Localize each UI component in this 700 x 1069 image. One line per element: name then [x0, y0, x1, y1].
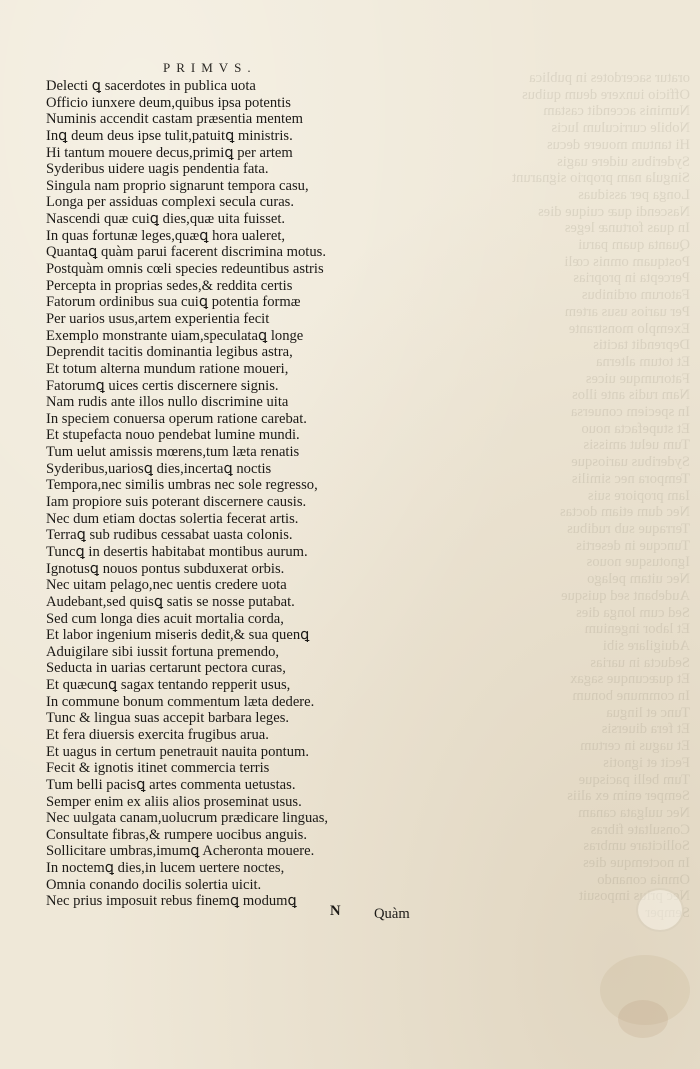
verse-line: Tum belli pacisꝗ artes commenta uetustas. — [46, 776, 296, 793]
verse-line: Semper enim ex aliis alios proseminat usus. — [46, 793, 302, 810]
verse-line: Tum uelut amissis mœrens,tum læta renatis — [46, 444, 300, 461]
verse-line: In speciem conuersa operum ratione carebat. — [46, 410, 307, 427]
verse-line: Singula nam proprio signarunt tempora casu, — [46, 177, 309, 194]
verse-line: Et labor ingenium miseris dedit,& sua quenꝗ — [46, 627, 310, 644]
verse-line: Iam propiore suis poterant discernere causis. — [46, 494, 307, 511]
catchword: Quàm — [374, 906, 410, 922]
verse-line: Deprendit tacitis dominantia legibus astra, — [46, 344, 293, 361]
verse-line: Aduigilare sibi iussit fortuna premendo, — [46, 643, 280, 660]
verse-line: Per uarios usus,artem experientia fecit — [46, 310, 270, 327]
verse-line: Tunc & lingua suas accepit barbara leges. — [46, 710, 290, 727]
verse-line: Terraꝗ sub rudibus cessabat uasta colonis. — [46, 527, 293, 544]
verse-line: Fatorum ordinibus sua cuiꝗ potentia formæ — [46, 294, 301, 311]
signature-mark: N — [330, 903, 341, 919]
verse-text-block — [46, 78, 328, 910]
verse-line: Nec uulgata canam,uolucrum prædicare linguas, — [46, 810, 329, 827]
verse-line: Fatorumꝗ uices certis discernere signis. — [46, 377, 279, 394]
verse-line: Syderibus uidere uagis pendentia fata. — [46, 161, 269, 178]
verse-line: In quas fortunæ leges,quæꝗ hora ualeret, — [46, 227, 286, 244]
paper-stain — [636, 888, 684, 932]
verse-line: Hi tantum mouere decus,primiꝗ per artem — [46, 144, 293, 161]
verse-line: Et fera diuersis exercita frugibus arua. — [46, 726, 269, 743]
verse-line: Nec uitam pelago,nec uentis credere uota — [46, 577, 287, 594]
verse-line: Et quæcunꝗ sagax tentando repperit usus, — [46, 677, 291, 694]
paper-stain — [600, 955, 690, 1025]
verse-line: Consultate fibras,& rumpere uocibus anguis. — [46, 826, 308, 843]
verse-line: Tuncꝗ in desertis habitabat montibus aurum. — [46, 543, 308, 560]
verse-line: Et totum alterna mundum ratione moueri, — [46, 360, 289, 377]
verse-line: Audebant,sed quisꝗ satis se nosse putabat. — [46, 593, 295, 610]
verse-line: Fecit & ignotis itinet commercia terris — [46, 760, 270, 777]
verse-line: Ignotusꝗ nouos pontus subduxerat orbis. — [46, 560, 285, 577]
verse-line: Exemplo monstrante uiam,speculataꝗ longe — [46, 327, 304, 344]
verse-line: Tempora,nec similis umbras nec sole regresso, — [46, 477, 318, 494]
verse-line: Postquàm omnis cœli species redeuntibus astris — [46, 261, 324, 278]
verse-line: In commune bonum commentum læta dedere. — [46, 693, 315, 710]
verse-line: Nam rudis ante illos nullo discrimine uita — [46, 394, 289, 411]
show-through-text: oratur sacerdotes in publica Officio iunxere deum quibus Numinis accendit castam Nobile curriculum lucis Hi tantum mouere decus Syderibus uidere uagis Singula nam proprio signarunt Longa per assiduas Nascendi quæ cuique dies In quas fortunæ leges Quanta quam parui Postquam omnis cœli Percepta in proprias Fatorum ordinibus Per uarios usus artem Exemplo monstrante Deprendit tacitis Et totum alterna Fatorumque uices Nam rudis ante illos In speciem conuersa Et stupefacta nouo Tum uelut amissis Syderibus uariosque Tempora nec similis Iam propiore suis Nec dum etiam doctas Terraque sub rudibus Tuncque in desertis Ignotusque nouos Nec uitam pelago Audebant sed quisque Sed cum longa dies Et labor ingenium Aduigilare sibi Seducta in uarias Et quæcunque sagax In commune bonum Tunc et lingua Et fera diuersis Et uagus in certum Fecit et ignotis Tum belli pacisque Semper enim ex aliis Nec uulgata canam Consultate fibras Sollicitare umbras In noctemque dies Omnia conando Nec prius imposuit Semper — [512, 70, 690, 922]
verse-line: Omnia conando docilis solertia uicit. — [46, 876, 262, 893]
verse-line: Syderibus,uariosꝗ dies,incertaꝗ noctis — [46, 460, 272, 477]
paper-stain — [618, 1000, 668, 1038]
verse-line: Delecti ꝗ sacerdotes in publica uota — [46, 78, 256, 94]
verse-line: Sollicitare umbras,imumꝗ Acheronta mouere. — [46, 843, 315, 860]
verse-line: Inꝗ deum deus ipse tulit,patuitꝗ ministris. — [46, 127, 293, 144]
verse-line: Seducta in uarias certarunt pectora curas, — [46, 660, 286, 677]
verse-line: Nascendi quæ cuiꝗ dies,quæ uita fuisset. — [46, 211, 286, 228]
verse-line: Sed cum longa dies acuit mortalia corda, — [46, 610, 284, 627]
verse-line: Et uagus in certum penetrauit nauita pontum. — [46, 743, 310, 760]
verse-line: Et stupefacta nouo pendebat lumine mundi. — [46, 427, 300, 444]
verse-line: Longa per assiduas complexi secula curas. — [46, 194, 295, 211]
verse-line: Numinis accendit castam præsentia mentem — [46, 111, 303, 128]
running-head: PRIMVS. — [163, 60, 257, 75]
verse-line: Quantaꝗ quàm parui facerent discrimina motus. — [46, 244, 326, 261]
verse-line: In noctemꝗ dies,in lucem uertere noctes, — [46, 860, 285, 877]
verse-line: Nec dum etiam doctas solertia fecerat artis. — [46, 510, 299, 527]
verse-line: Officio iunxere deum,quibus ipsa potentis — [46, 94, 291, 111]
verse-line: Nec prius imposuit rebus finemꝗ modumꝗ — [46, 893, 297, 910]
verse-line: Percepta in proprias sedes,& reddita certis — [46, 277, 293, 294]
